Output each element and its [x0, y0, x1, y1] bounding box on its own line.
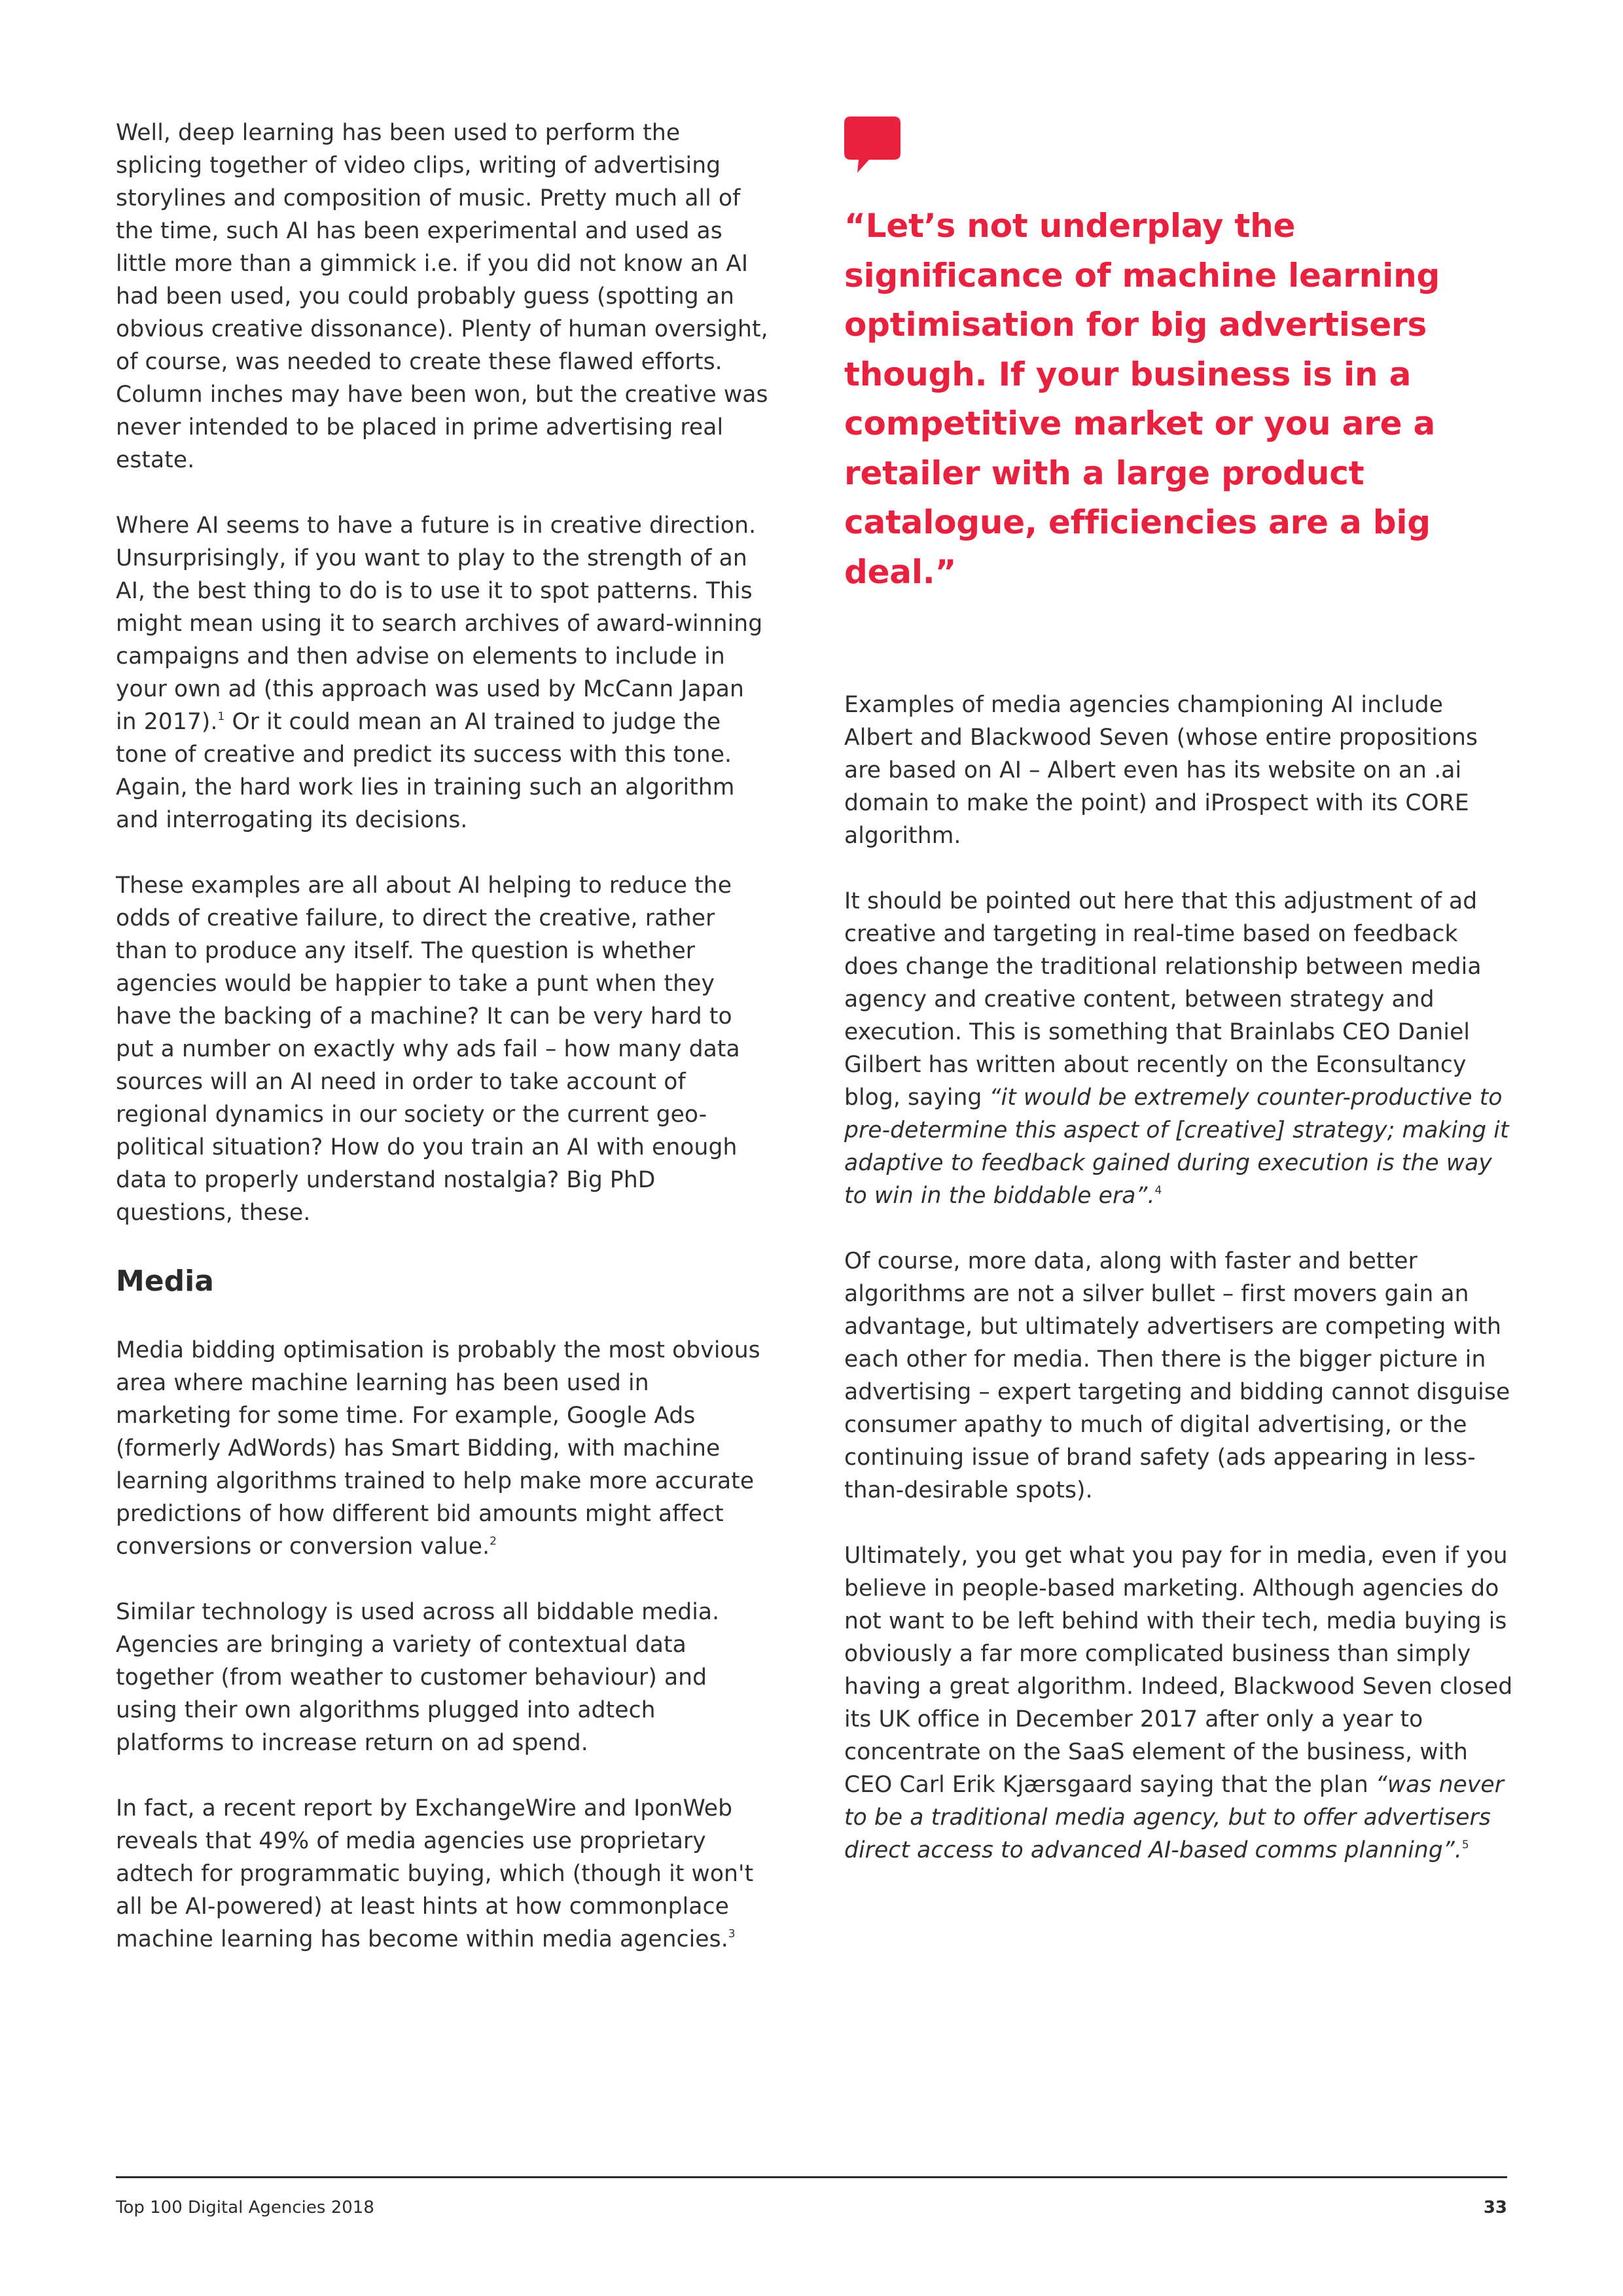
page-number: 33: [1483, 2198, 1507, 2217]
paragraph-creative-failure: These examples are all about AI helping to reduce the odds of creative failure, to direct the creative, rather than to produce any itself. The question is whether agencies would be happier to take a punt when they have the backing of a machine? It can be very hard to put a number on exactly why ads fail – how many data sources will an AI need in order to take account of regional dynamics in our society or the current geo-political situation? How do you train an AI with enough data to properly understand nostalgia? Big PhD questions, these.: [116, 872, 740, 1226]
footnote-ref-1: 1: [217, 710, 225, 723]
paragraph-text: Or it could mean an AI trained to judge the tone of creative and predict its success with this tone. Again, the hard work lies in training such an algorithm and interrogating its decisions.: [116, 709, 735, 833]
paragraph-text: It should be pointed out here that this adjustment of ad creative and targeting in real-time based on feedback does change the traditional relationship between media agency and creative content, between strategy and execution. This is something that Brainlabs CEO Daniel Gilbert has written about recently on the Econsultancy blog, saying: [844, 888, 1482, 1111]
paragraph-ultimately: [844, 1539, 1518, 1867]
footer-divider: [116, 2176, 1507, 2178]
paragraph-text: Media bidding optimisation is probably the most obvious area where machine learning has been used in marketing for some time. For example, Google Ads (formerly AdWords) has Smart Bidding, with machine learning algorithms trained to help make more accurate predictions of how different bid amounts might affect conversions or conversion value.: [116, 1337, 760, 1560]
paragraph-exchangewire: [116, 1792, 770, 1956]
paragraph-more-data: Of course, more data, along with faster and better algorithms are not a silver bullet – first movers gain an advantage, but ultimately advertisers are competing with each other for media. Then there is the bigger picture in advertising – expert targeting and bidding cannot disguise consumer apathy to much of digital advertising, or the continuing issue of brand safety (ads appearing in less-than-desirable spots).: [844, 1248, 1510, 1503]
paragraph-text: In fact, a recent report by ExchangeWire and IponWeb reveals that 49% of media agencies use proprietary adtech for programmatic buying, which (though it won't all be AI-powered) at least hints at how commonplace machine learning has become within media agencies.: [116, 1795, 754, 1952]
footnote-ref-2: 2: [490, 1535, 497, 1548]
paragraph-text: Ultimately, you get what you pay for in media, even if you believe in people-based marketing. Although agencies do not want to be left behind with their tech, media buying is obviously a far more complicated business than simply having a great algorithm. Indeed, Blackwood Seven closed its UK office in December 2017 after only a year to concentrate on the SaaS element of the business, with CEO Carl Erik Kjærsgaard saying that the plan: [844, 1543, 1513, 1798]
footnote-ref-5: 5: [1461, 1839, 1469, 1852]
footnote-ref-4: 4: [1154, 1184, 1162, 1197]
paragraph-similar-technology: Similar technology is used across all biddable media. Agencies are bringing a variety of contextual data together (from weather to customer behaviour) and using their own algorithms plugged into adtech platforms to increase return on ad spend.: [116, 1599, 720, 1756]
paragraph-media-agencies-ai: Examples of media agencies championing AI include Albert and Blackwood Seven (whose entire propositions are based on AI – Albert even has its website on an .ai domain to make the point) and iProspect with its CORE algorithm.: [844, 692, 1478, 849]
speech-bubble-icon: [844, 117, 901, 173]
right-column: [844, 117, 1518, 1899]
section-heading-media: Media: [116, 1265, 214, 1298]
paragraph-text: Where AI seems to have a future is in creative direction. Unsurprisingly, if you want to play to the strength of an AI, the best thing to do is to use it to spot patterns. This might mean using it to search archives of award-winning campaigns and then advise on elements to include in your own ad (this approach was used by McCann Japan in 2017).: [116, 512, 763, 735]
footer-title: Top 100 Digital Agencies 2018: [116, 2198, 374, 2217]
paragraph-adjustment: [844, 885, 1518, 1212]
quote-text-gilbert: “it would be extremely counter-productive to pre-determine this aspect of [creative] strategy; making it adaptive to feedback gained during execution is the way to win in the biddable era”.: [844, 1085, 1509, 1209]
paragraph-creative-direction: [116, 509, 770, 836]
pull-quote: “Let’s not underplay the significance of machine learning optimisation for big advertisers though. If your business is in a competitive market or you are a retailer with a large product catalogue, efficiencies are a big deal.”: [844, 207, 1440, 591]
footnote-ref-3: 3: [728, 1928, 736, 1941]
paragraph-deep-learning: Well, deep learning has been used to perform the splicing together of video clips, writing of advertising storylines and composition of music. Pretty much all of the time, such AI has been experimental and used as little more than a gimmick i.e. if you did not know an AI had been used, you could probably guess (spotting an obvious creative dissonance). Plenty of human oversight, of course, was needed to create these flawed efforts. Column inches may have been won, but the creative was never intended to be placed in prime advertising real estate.: [116, 120, 768, 473]
left-column: [116, 117, 770, 1988]
quote-text-kjaersgaard: “was never to be a traditional media agency, but to offer advertisers direct access to advanced AI-based comms planning”.: [844, 1772, 1504, 1863]
paragraph-media-bidding: [116, 1334, 770, 1563]
